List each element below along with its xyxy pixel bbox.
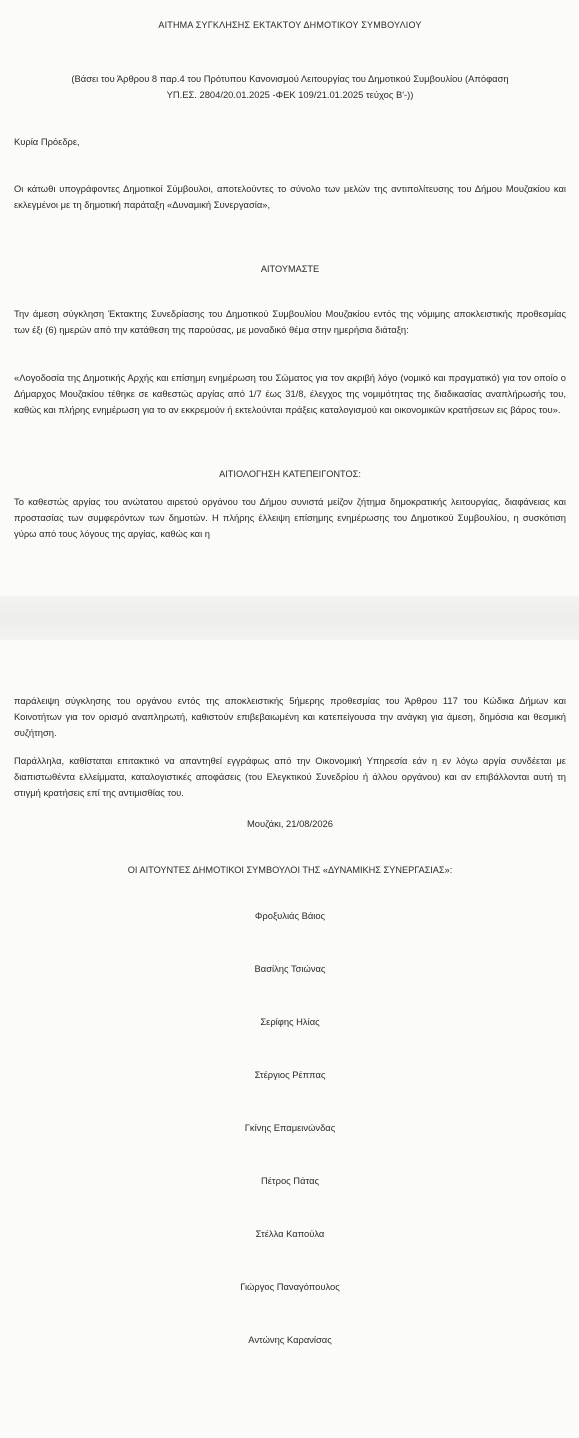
agenda-item: «Λογοδοσία της Δημοτικής Αρχής και επίσημη ενημέρωση του Σώματος για τον ακριβή λόγο (νομικό και πραγματικό) για τον οποίο ο Δήμαρχος Μουζακίου τέθηκε σε καθεστώς αργίας από 1/7 έως 31/8, έλεγχος της νομιμότητας της διαδικασίας αναπλήρωσής του, καθώς και πλήρης ενημέρωση για το αν εκκρεμούν ή εκτελούνται πράξεις καταλογισμού και οικονομικών κρατήσεων εις βάρος του».: [14, 372, 566, 415]
signatory-name: Στέργιος Ρέππας: [254, 1069, 326, 1080]
signatory-name: Γκίνης Επαμεινώνδας: [244, 1122, 336, 1133]
signatory-name: Βασίλης Τσιώνας: [254, 963, 326, 974]
legal-basis: [14, 71, 566, 103]
place-date: Μουζάκι, 21/08/2026: [247, 818, 333, 829]
request-paragraph: Την άμεση σύγκληση Έκτακτης Συνεδρίασης του Δημοτικού Συμβουλίου Μουζακίου εντός της νόμιμης αποκλειστικής προθεσμίας των έξι (6) ημερών από την κατάθεση της παρούσας, με μοναδικό θέμα στην ημερήσια διάταξη:: [14, 308, 566, 335]
legal-basis-line-2: ΥΠ.ΕΣ. 2804/20.01.2025 -ΦΕΚ 109/21.01.2025 τεύχος Β'-)): [166, 89, 414, 100]
page-break: [0, 596, 579, 640]
signatory-name: Αντώνης Καρανίσας: [248, 1334, 332, 1345]
signatory-name: Γιώργος Παναγόπουλος: [240, 1281, 340, 1292]
signatory-name: Σερίφης Ηλίας: [260, 1016, 320, 1027]
request-heading: ΑΙΤΟΥΜΑΣΤΕ: [260, 264, 320, 274]
urgency-heading: ΑΙΤΙΟΛΟΓΗΣΗ ΚΑΤΕΠΕΙΓΟΝΤΟΣ:: [219, 469, 361, 479]
document-title: ΑΙΤΗΜΑ ΣΥΓΚΛΗΣΗΣ ΕΚΤΑΚΤΟΥ ΔΗΜΟΤΙΚΟΥ ΣΥΜΒΟΥΛΙΟΥ: [158, 20, 422, 30]
salutation: Κυρία Πρόεδρε,: [14, 136, 80, 147]
document-page-1: [0, 0, 579, 596]
continuation-paragraph: παράλειψη σύγκλησης του οργάνου εντός της αποκλειστικής 5ήμερης προθεσμίας του Άρθρου 117 του Κώδικα Δήμων και Κοινοτήτων για τον ορισμό αναπληρωτή, καθιστούν επιβεβαιωμένη και κατεπείγουσα την ανάγκη για άμεση, δημόσια και θεσμική συζήτηση.: [14, 695, 566, 738]
intro-paragraph: Οι κάτωθι υπογράφοντες Δημοτικοί Σύμβουλοι, αποτελούντες το σύνολο των μελών της αντιπολίτευσης του Δήμου Μουζακίου και εκλεγμένοι με τη δημοτική παράταξη «Δυναμική Συνεργασία»,: [14, 183, 566, 210]
signatory-name: Πέτρος Πάτας: [260, 1175, 320, 1186]
signatory-name: Φροξυλιάς Βάιος: [254, 910, 326, 921]
parallel-paragraph: Παράλληλα, καθίσταται επιτακτικό να απαντηθεί εγγράφως από την Οικονομική Υπηρεσία εάν η εν λόγω αργία συνδέεται με διαπιστωθέντα ελλείμματα, καταλογιστικές αποφάσεις (του Ελεγκτικού Συνεδρίου ή άλλου οργάνου) και αν επιβάλλονται αυτή τη στιγμή κρατήσεις επί της αντιμισθίας του.: [14, 755, 566, 798]
signatory-name: Στέλλα Καπούλα: [255, 1228, 325, 1239]
document-page-2: [0, 640, 579, 1438]
legal-basis-line-1: (Βάσει του Άρθρου 8 παρ.4 του Πρότυπου Κανονισμού Λειτουργίας του Δημοτικού Συμβουλίου (Απόφαση: [71, 73, 509, 84]
signatories-heading: ΟΙ ΑΙΤΟΥΝΤΕΣ ΔΗΜΟΤΙΚΟΙ ΣΥΜΒΟΥΛΟΙ ΤΗΣ «ΔΥΝΑΜΙΚΗΣ ΣΥΝΕΡΓΑΣΙΑΣ»:: [127, 865, 453, 875]
urgency-paragraph: Το καθεστώς αργίας του ανώτατου αιρετού οργάνου του Δήμου συνιστά μείζον ζήτημα δημοκρατικής λειτουργίας, διαφάνειας και προστασίας των συμφερόντων των δημοτών. Η πλήρης έλλειψη επίσημης ενημέρωσης του Δημοτικού Συμβουλίου, η συσκότιση γύρω από τους λόγους της αργίας, καθώς και η: [14, 496, 566, 539]
